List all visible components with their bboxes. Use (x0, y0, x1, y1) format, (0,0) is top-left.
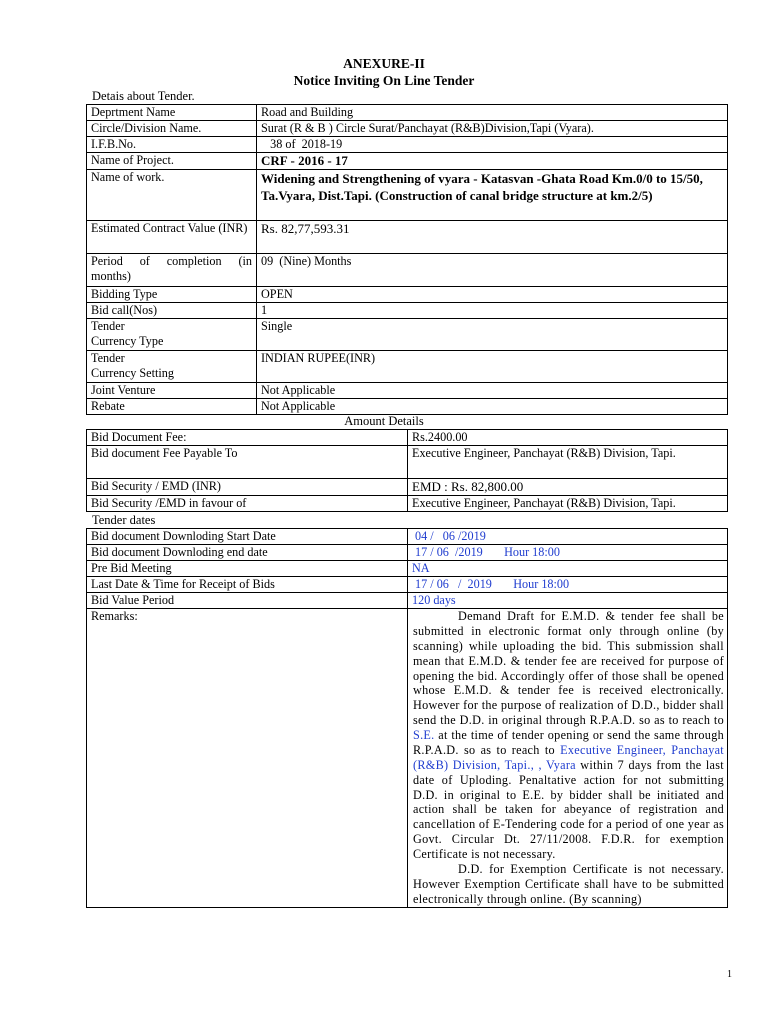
label-joint-venture: Joint Venture (87, 382, 257, 398)
label-last-date-receipt: Last Date & Time for Receipt of Bids (87, 577, 408, 593)
label-period-of-completion: Period of completion (in months) (87, 253, 257, 286)
value-project: CRF - 2016 - 17 (257, 153, 728, 170)
table-row (87, 577, 728, 593)
label-currency-setting (87, 350, 257, 382)
label-bid-call: Bid call(Nos) (87, 302, 257, 318)
value-period-of-completion: 09 (Nine) Months (257, 253, 728, 286)
table-row (87, 302, 728, 318)
dates-section-label: Tender dates (92, 513, 156, 527)
label-fee-payable-to: Bid document Fee Payable To (87, 446, 408, 479)
value-bidding-type: OPEN (257, 286, 728, 302)
page-number: 1 (727, 969, 732, 980)
annex-title: ANEXURE-II (343, 56, 425, 71)
label-bid-document-fee: Bid Document Fee: (87, 430, 408, 446)
table-row (87, 105, 728, 121)
value-pre-bid-meeting: NA (408, 561, 728, 577)
label-rebate: Rebate (87, 398, 257, 414)
value-download-start: 04 / 06 /2019 (408, 529, 728, 545)
remarks-text-part-3: within 7 days from the last date of Uploding. Penaltative action for not submitting D.D. in original to E.E. by bidder shall be initiated and action shall be taken for abeyance of registration and cancellation of E-Tendering code for a period of one year as Govt. Circular Dt. 27/11/2008. F.D.R. for exemption Certificate is not necessary. (413, 757, 724, 861)
label-bid-security-emd: Bid Security / EMD (INR) (87, 479, 408, 496)
label-currency-type-line-1: Tender (91, 318, 125, 333)
remarks-paragraph-1 (413, 609, 724, 862)
label-circle-division: Circle/Division Name. (87, 121, 257, 137)
label-department: Deprtment Name (87, 105, 257, 121)
tender-dates-table (86, 528, 728, 908)
table-row (87, 121, 728, 137)
table-row (87, 220, 728, 253)
value-bid-value-period: 120 days (408, 593, 728, 609)
remarks-se-link: S.E. (413, 728, 435, 742)
label-download-start: Bid document Downloding Start Date (87, 529, 408, 545)
table-row (87, 561, 728, 577)
table-row (87, 593, 728, 609)
table-row (87, 545, 728, 561)
value-last-date-receipt: 17 / 06 / 2019 Hour 18:00 (408, 577, 728, 593)
table-row (87, 286, 728, 302)
label-estimated-value: Estimated Contract Value (INR) (87, 220, 257, 253)
table-row (87, 496, 728, 512)
value-currency-setting: INDIAN RUPEE(INR) (257, 350, 728, 382)
amount-section-label: Amount Details (344, 414, 424, 428)
table-row (87, 318, 728, 350)
value-joint-venture: Not Applicable (257, 382, 728, 398)
table-row (87, 398, 728, 414)
value-bid-call: 1 (257, 302, 728, 318)
table-row (87, 137, 728, 153)
label-bidding-type: Bidding Type (87, 286, 257, 302)
label-bid-value-period: Bid Value Period (87, 593, 408, 609)
remarks-ee-link: Executive Engineer, Panchayat (R&B) Division, Tapi., , Vyara (413, 742, 724, 772)
label-name-of-work: Name of work. (87, 169, 257, 220)
table-row (87, 479, 728, 496)
remarks-paragraph-2: D.D. for Exemption Certificate is not necessary. However Exemption Certificate shall have to be submitted electronically through online. (By scanning) (413, 861, 724, 906)
value-bid-security-emd: EMD : Rs. 82,800.00 (408, 479, 728, 496)
details-section-label: Detais about Tender. (92, 89, 195, 103)
value-estimated-value: Rs. 82,77,593.31 (257, 220, 728, 253)
table-row (87, 153, 728, 170)
notice-title: Notice Inviting On Line Tender (293, 73, 475, 88)
label-pre-bid-meeting: Pre Bid Meeting (87, 561, 408, 577)
tender-details-table (86, 104, 728, 415)
value-department: Road and Building (257, 105, 728, 121)
table-row (87, 350, 728, 382)
table-row (87, 446, 728, 479)
label-download-end: Bid document Downloding end date (87, 545, 408, 561)
label-currency-type (87, 318, 257, 350)
label-currency-setting-line-1: Tender (91, 350, 125, 365)
table-row (87, 169, 728, 220)
value-fee-payable-to: Executive Engineer, Panchayat (R&B) Division, Tapi. (408, 446, 728, 479)
value-name-of-work: Widening and Strengthening of vyara - Katasvan -Ghata Road Km.0/0 to 15/50, Ta.Vyara, Dist.Tapi. (Construction of canal bridge structure at km.2/5) (257, 169, 728, 220)
label-ifb-no: I.F.B.No. (87, 137, 257, 153)
value-download-end: 17 / 06 /2019 Hour 18:00 (408, 545, 728, 561)
label-currency-type-line-2: Currency Type (91, 333, 164, 348)
label-project: Name of Project. (87, 153, 257, 170)
table-row (87, 529, 728, 545)
value-currency-type: Single (257, 318, 728, 350)
value-emd-in-favour-of: Executive Engineer, Panchayat (R&B) Division, Tapi. (408, 496, 728, 512)
value-ifb-no: 38 of 2018-19 (257, 137, 728, 153)
table-row (87, 609, 728, 908)
label-currency-setting-line-2: Currency Setting (91, 365, 174, 380)
value-bid-document-fee: Rs.2400.00 (408, 430, 728, 446)
table-row (87, 430, 728, 446)
label-remarks: Remarks: (87, 609, 408, 908)
remarks-text-part-1: Demand Draft for E.M.D. & tender fee shall be submitted in electronic format only through online (by scanning) while uploading the bid. This submission shall mean that E.M.D. & tender fee are received for purpose of opening the bid. Accordingly offer of those shall be opened whose E.M.D. & tender fee is received electronically. However for the purpose of realization of D.D., bidder shall send the D.D. in original through R.P.A.D. so as to reach to (413, 609, 724, 728)
value-remarks (408, 609, 728, 908)
value-rebate: Not Applicable (257, 398, 728, 414)
label-emd-in-favour-of: Bid Security /EMD in favour of (87, 496, 408, 512)
value-circle-division: Surat (R & B ) Circle Surat/Panchayat (R&B)Division,Tapi (Vyara). (257, 121, 728, 137)
amount-details-table (86, 429, 728, 512)
remarks-text-part-2: at the time of tender opening or send the same through R.P.A.D. so as to reach to (413, 728, 724, 757)
table-row (87, 382, 728, 398)
table-row (87, 253, 728, 286)
